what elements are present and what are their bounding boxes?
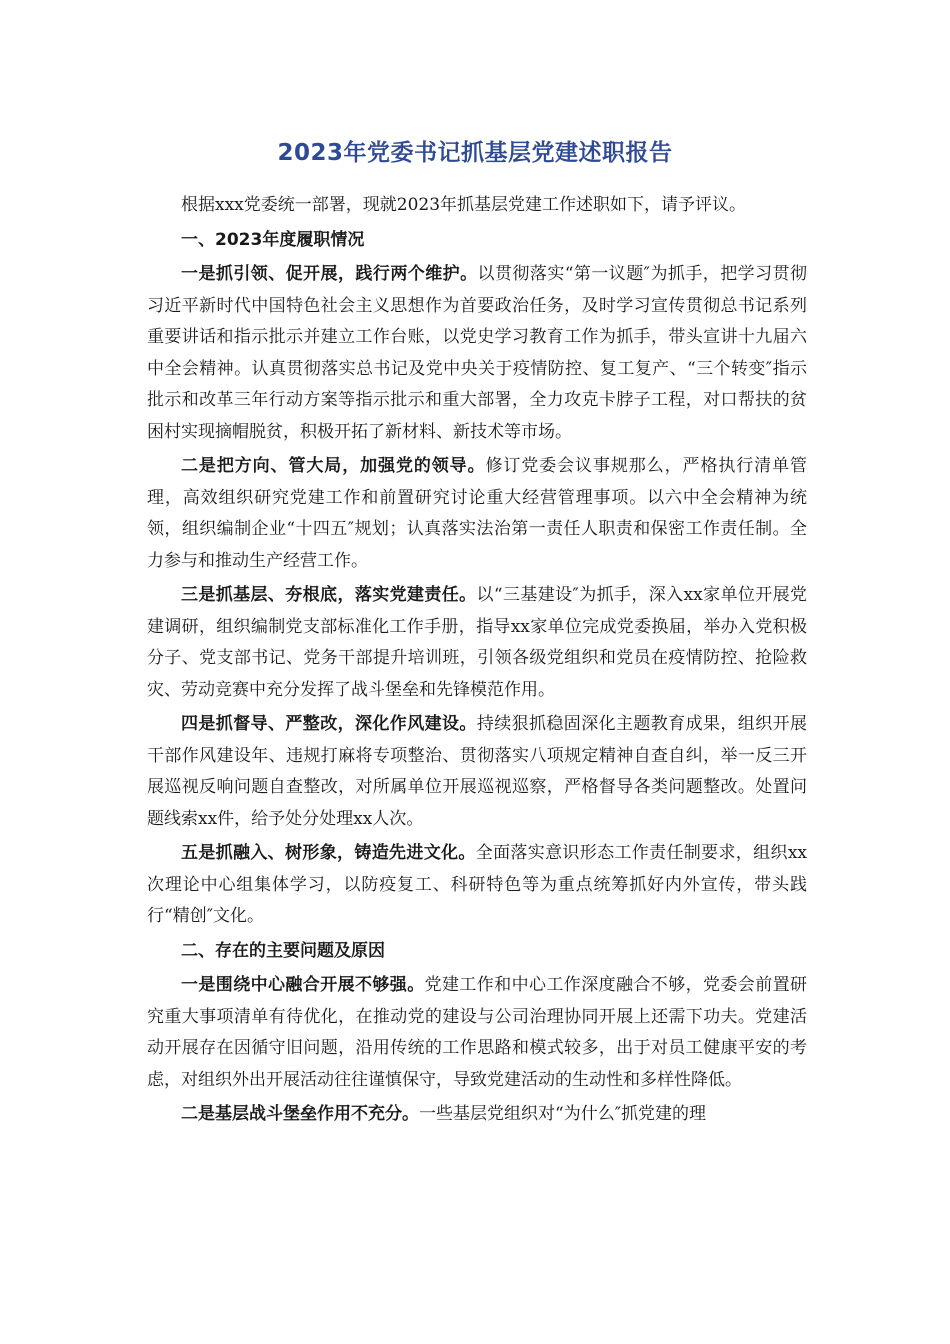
paragraph-lead: 三是抓基层、夯根底，落实党建责任。 [181,585,477,605]
paragraph-text: 以贯彻落实“第一议题″为抓手，把学习贯彻习近平新时代中国特色社会主义思想作为首要政治任务，及时学习宣传贯彻总书记系列重要讲话和指示批示并建立工作台账，以党史学习教育工作为抓手，带头宣讲十九届六中全会精神。认真贯彻落实总书记及党中央关于疫情防控、复工复产、“三个转变″指示批示和改革三年行动方案等指示批示和重大部署，全力攻克卡脖子工程，对口帮扶的贫困村实现摘帽脱贫，积极开拓了新材料、新技术等市场。 [147,264,808,442]
paragraph [147,709,807,835]
paragraph-lead: 四是抓督导、严整改，深化作风建设。 [181,714,477,734]
paragraph-lead: 五是抓融入、树形象，铸造先进文化。 [181,843,476,863]
paragraph-text: 以“三基建设″为抓手，深入xx家单位开展党建调研，组织编制党支部标准化工作手册，指导xx家单位完成党委换届，举办入党积极分子、党支部书记、党务干部提升培训班，引领各级党组织和党员在疫情防控、抢险救灾、劳动竞赛中充分发挥了战斗堡垒和先锋模范作用。 [147,585,808,700]
paragraph-lead: 二是基层战斗堡垒作用不充分。 [181,1104,419,1124]
paragraph-text: 持续狠抓稳固深化主题教育成果，组织开展干部作风建设年、违规打麻将专项整治、贯彻落实八项规定精神自查自纠，举一反三开展巡视反响问题自查整改，对所属单位开展巡视巡察，严格督导各类问题整改。处置问题线索xx件，给予处分处理xx人次。 [147,714,808,829]
paragraph-lead: 二是把方向、管大局，加强党的领导。 [181,456,486,476]
document-title: 2023年党委书记抓基层党建述职报告 [277,140,673,166]
paragraph-text: 党建工作和中心工作深度融合不够，党委会前置研究重大事项清单有待优化，在推动党的建设与公司治理协同开展上还需下功夫。党建活动开展存在因循守旧问题，沿用传统的工作思路和模式较多，出于对员工健康平安的考虑，对组织外出开展活动往往谨慎保守，导致党建活动的生动性和多样性降低。 [147,975,808,1090]
paragraph-text: 全面落实意识形态工作责任制要求，组织xx次理论中心组集体学习，以防疫复工、科研特色等为重点统筹抓好内外宣传，带头践行“精创″文化。 [147,843,807,926]
intro-paragraph: 根据xxx党委统一部署，现就2023年抓基层党建工作述职如下，请予评议。 [181,195,747,215]
section-heading-2: 二、存在的主要问题及原因 [181,940,385,961]
paragraph [147,1099,807,1131]
paragraph [147,838,807,933]
document-body [147,190,807,1134]
paragraph [147,580,807,706]
paragraph [147,970,807,1096]
paragraph-text: 修订党委会议事规那么，严格执行清单管理，高效组织研究党建工作和前置研究讨论重大经营管理事项。以六中全会精神为统领，组织编制企业“十四五″规划；认真落实法治第一责任人职责和保密工作责任制。全力参与和推动生产经营工作。 [147,456,807,571]
paragraph-text: 一些基层党组织对“为什么″抓党建的理 [419,1104,707,1124]
paragraph-lead: 一是围绕中心融合开展不够强。 [181,975,425,995]
paragraph [147,451,807,577]
section-heading-1: 一、2023年度履职情况 [181,229,365,250]
paragraph [147,259,807,448]
paragraph-lead: 一是抓引领、促开展，践行两个维护。 [181,264,478,284]
